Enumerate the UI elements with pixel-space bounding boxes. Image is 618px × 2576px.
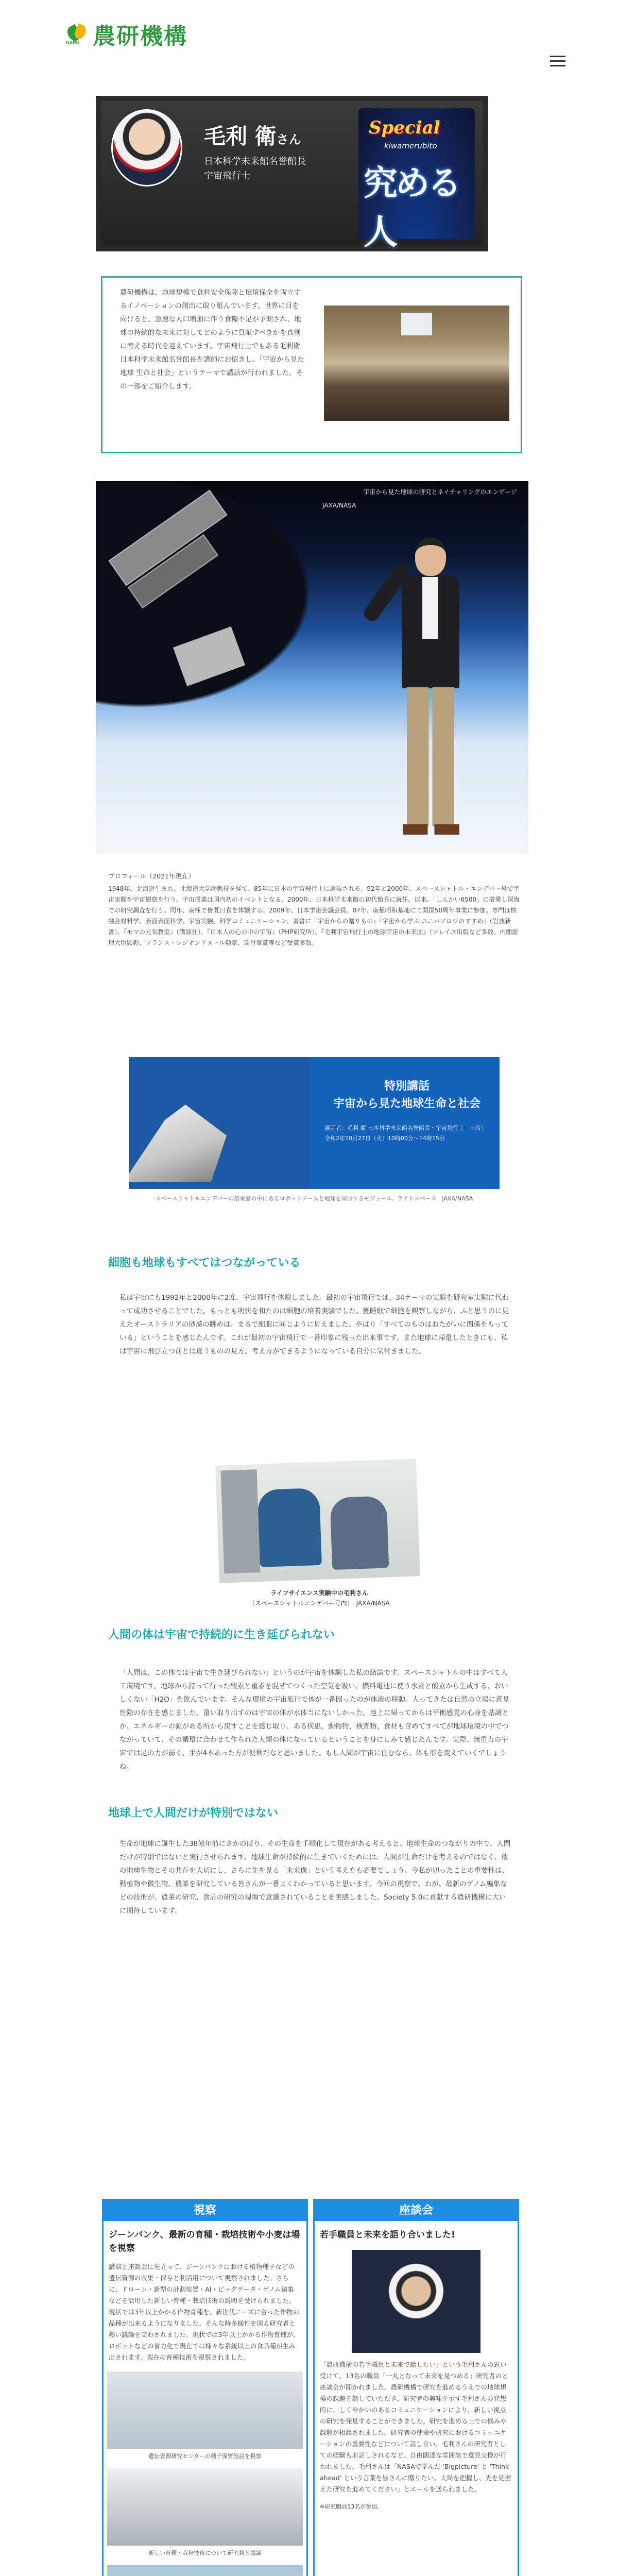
talk-footer: ※研究職員13名が参加。	[320, 2503, 383, 2510]
site-header	[0, 0, 618, 62]
leaf-logo-icon: NARO	[66, 23, 90, 45]
talk-portrait-photo	[352, 2250, 480, 2353]
hero-credit: JAXA/NASA	[322, 502, 356, 509]
talk-text: 「農研機構の若手職員と未来で話したい」という毛利さんの思い受けて、13名の職員「一丸となって未来を見つめる」研究者のと座談会が開かれました。農研機構で研究を進めるうえでの地球規模の課題を話していただき、研究者の興味を示す毛利さんの発想的に、しくやかいのあるコミュニケーションにより、新しい視点の研究を発見することができました。研究を進める上での悩みや課題が相談されました。研究者の使命や研究におけるコミュニケーションの重要性などについて話し合い、毛利さんの研究者としての経験もお話しされるなど、自由闊達な雰囲気で意見交換が行われました。毛利さんは「NASAで学んだ 'Bigpicture' と 'Think ahead' という言葉を皆さんに贈りたい。大局を把握し、先を見据えた研究を進めてください」とエールを送られました。	[320, 2361, 511, 2493]
section-text-body: 「人間は、この体では宇宙で生き延びられない」というのが宇宙を体験した私の結論です。スペースシャトルの中はすべて人工環境です。地球から持って行った酸素と重素を混ぜてつくった空気を吸い、燃料電池に使う水素と酸素から生成する、おいしくない「H2O」を飲んでいます。そんな環境の宇宙旅行で体が一番困ったのが体液の移動。人ってきたは自然の立場に意見性除の存在を感じました。重い取り出すのは宇宙の体が水体当にないしかった。地上に帰ってからは平衡感覚の心身を基調とか、エネルギーの源がある所から戻すことを感じ取り、ある疾患、動物物、検査物、食材も含めてすべてが地球環境の中でつながっていて、その循環に合わせて作られた人類の体になっているということを身にしみて感じたんです。実際、無重力の宇宙では足の力が弱く、手が4本あった方が便利だなと思いました。もし人間が宇宙に住むなら、体も形を変えていくでしょうね。	[119, 1669, 510, 1771]
talk-title: 若手職員と未来を語り合いました!	[320, 2230, 455, 2240]
special-badge: Special kiwamerubito 究める人	[358, 108, 475, 239]
lecture-banner	[129, 1057, 500, 1189]
space-shuttle-image	[129, 1105, 227, 1182]
wheat-field-photo	[107, 2565, 303, 2576]
talk-column	[313, 2199, 519, 2576]
intro-text: 農研機構は、地球規模で食料安全保障と環境保全を両立するイノベーションの創出に取り組んでいます。世界に目を向けると、急速な人口増加に伴う食糧不足が予測され、地球の持続的な未来に対してどのように貢献すべきかを真剣に考える時代を迎えています。宇宙飛行士でもある毛利衛日本科学未来館名誉館長を講師にお招きし、「宇宙から見た地球 生命と社会」というテーマで講話が行われました。その一部をご紹介します。	[120, 289, 304, 391]
section-heading-cells: 細胞も地球もすべてはつながっている	[108, 1257, 301, 1269]
breeding-photo	[107, 2468, 303, 2546]
section-heading-body: 人間の体は宇宙で持続的に生き延びられない	[108, 1629, 335, 1641]
tour-caption-2: 新しい育種・栽培技術について研究員と議論	[148, 2550, 262, 2556]
profile-section	[108, 871, 520, 948]
lecture-caption: スペースシャトルエンデバーの搭乗窓の中にあるロボットアームと地球を周回するモジュール。ライトスペース JAXA/NASA	[155, 1195, 473, 1202]
profile-title: プロフィール（2021年現在）	[108, 872, 195, 880]
tour-text: 講演と座談会に先立って、ジーンバンクにおける植物種子などの遺伝資源の収集・保存と利活用について視察されました。さらに、ドローン・新型の計測装置・AI・ビッグデータ・ゲノム編集などを活用した新しい育種・栽培技術の説明を受けられました。現状では3年以上かかる作物育種を、新世代ニーズに合った作物の品種が出来るようになりました。そんな時多様性を図る研究者と熱い議論を交わされました。現状では3年以上かかる作物育種が、ロボットなどの省力化で現在では様々な系統以上の食品種が生み出されます。現在の育種技術を視察されました。	[109, 2263, 300, 2361]
lab-photo	[215, 1459, 420, 1583]
menu-icon[interactable]	[550, 56, 565, 67]
feature-banner	[96, 96, 488, 251]
profile-text: 1948年、北海道生まれ。北海道大学助教授を経て、85年に日本の宇宙飛行士に選抜される。92年と2000年、スペースシャトル・エンデバー号で宇宙実験や宇宙観察を行う。宇宙授業は国内初のイベントとなる。2000年、日本科学未来館の初代館長に就任。以来、「しんかい6500」に搭乗し深海での研究調査を行う。同年、南極で皆既日食を体験する。2009年、日本学術会議会員。07年、南極昭和基地にて開国50周年事業に参加。専門は核融合材料学、表面表面科学、宇宙実験、科学コミュニケーション。著書に『宇宙からの贈りもの』『宇宙から学ぶ ユニバソロジのすすめ』（岩波新書）、『モマの元気教室』（講談社）、『日本人の心の中の宇宙』（PHP研究所）、『毛利宇宙飛行士の地球宇宙の未来図』（ソレイユ出版など多数。内閣総理大臣顕彰、フランス・レジオンドヌール勲章、瑞付章賞等など受賞多数。	[108, 885, 520, 946]
section-text-earth: 生命が地球に誕生した38億年前にさかのぼり、その生命を手順化して現在がある考えると、地球生命のつながりの中で、人間だけが特別ではないと実行させられます。地球生命が持続的に生きていくためには、人間が生命だけを考えるのではなく、他の地球生物とその共存を大切にし、さらに先を見る「未来像」という考え方も必要でしょう。今私が切ったことの重要性は、動植物や微生物、農業を研究している皆さんが一番よくわかっていると思います。今回の視察で、わが、最新のゲノム編集などの技術が、農業の研究、食品の研究の現場で意識されていることを実感しました。Society 5.0に貢献する農研機構に大いに期待しています。	[119, 1840, 511, 1915]
hero-caption: 宇宙から見た地球の研究とネイチャリングのエンゲージ	[363, 488, 517, 496]
portrait-photo	[111, 109, 182, 187]
naro-logo[interactable]	[66, 18, 187, 50]
guest-role: 日本科学未来館名誉館長 宇宙飛行士	[204, 156, 306, 181]
section-heading-earth: 地球上で人間だけが特別ではない	[108, 1807, 279, 1820]
lecture-info: 講話者：毛利 衛 日本科学未来館名誉館長・宇宙飛行士 日時：令和2年10月27日（火）10時00分～14時15分	[324, 1125, 487, 1142]
genebank-photo	[107, 2371, 303, 2449]
logo-text: 農研機構	[93, 23, 187, 49]
lab-caption: ライフサイエンス実験中の毛利さん （スペースシャトルエンデバー号内） JAXA/NASA	[249, 1589, 390, 1607]
tour-column	[102, 2199, 308, 2576]
tour-caption-1: 遺伝資源研究センターの種子保管施設を視察	[148, 2453, 262, 2460]
talk-header: 座談会	[315, 2200, 518, 2221]
section-text-cells: 私は宇宙にも1992年と2000年に2度、宇宙飛行を体験しました。最初の宇宙飛行では、34テーマの実験を研究室実験に代わって成功させることでした。もっとも明快を和たのは細胞の培養実験でした。鯉睡眠で細胞を観察しながら、ふと思うのに見えたオーストラリアの砂漠の眺めは、まるで細胞に同じように見えました。やはり「すべてのものはおたがいに関係をもっている」ということを感じたんです。これが最初の宇宙飛行で一番印象に残った出来事です。また地球に帰還したときにも、私は宇宙に飛び立つ前とは違うものの見方、考え方ができるようになっている自分に気付きました。	[119, 1294, 509, 1355]
lecture-title: 特別講話 宇宙から見た地球生命と社会	[333, 1080, 480, 1110]
lecture-hall-photo	[324, 306, 509, 421]
guest-name: 毛利 衛さん	[204, 124, 301, 149]
intro-box	[101, 276, 522, 453]
hero-image	[96, 481, 528, 854]
astronaut-figure	[384, 538, 477, 847]
tour-header: 視察	[104, 2200, 306, 2221]
tour-title: ジーンバンク、最新の育種・栽培技術や小麦は場を視察	[109, 2230, 300, 2253]
